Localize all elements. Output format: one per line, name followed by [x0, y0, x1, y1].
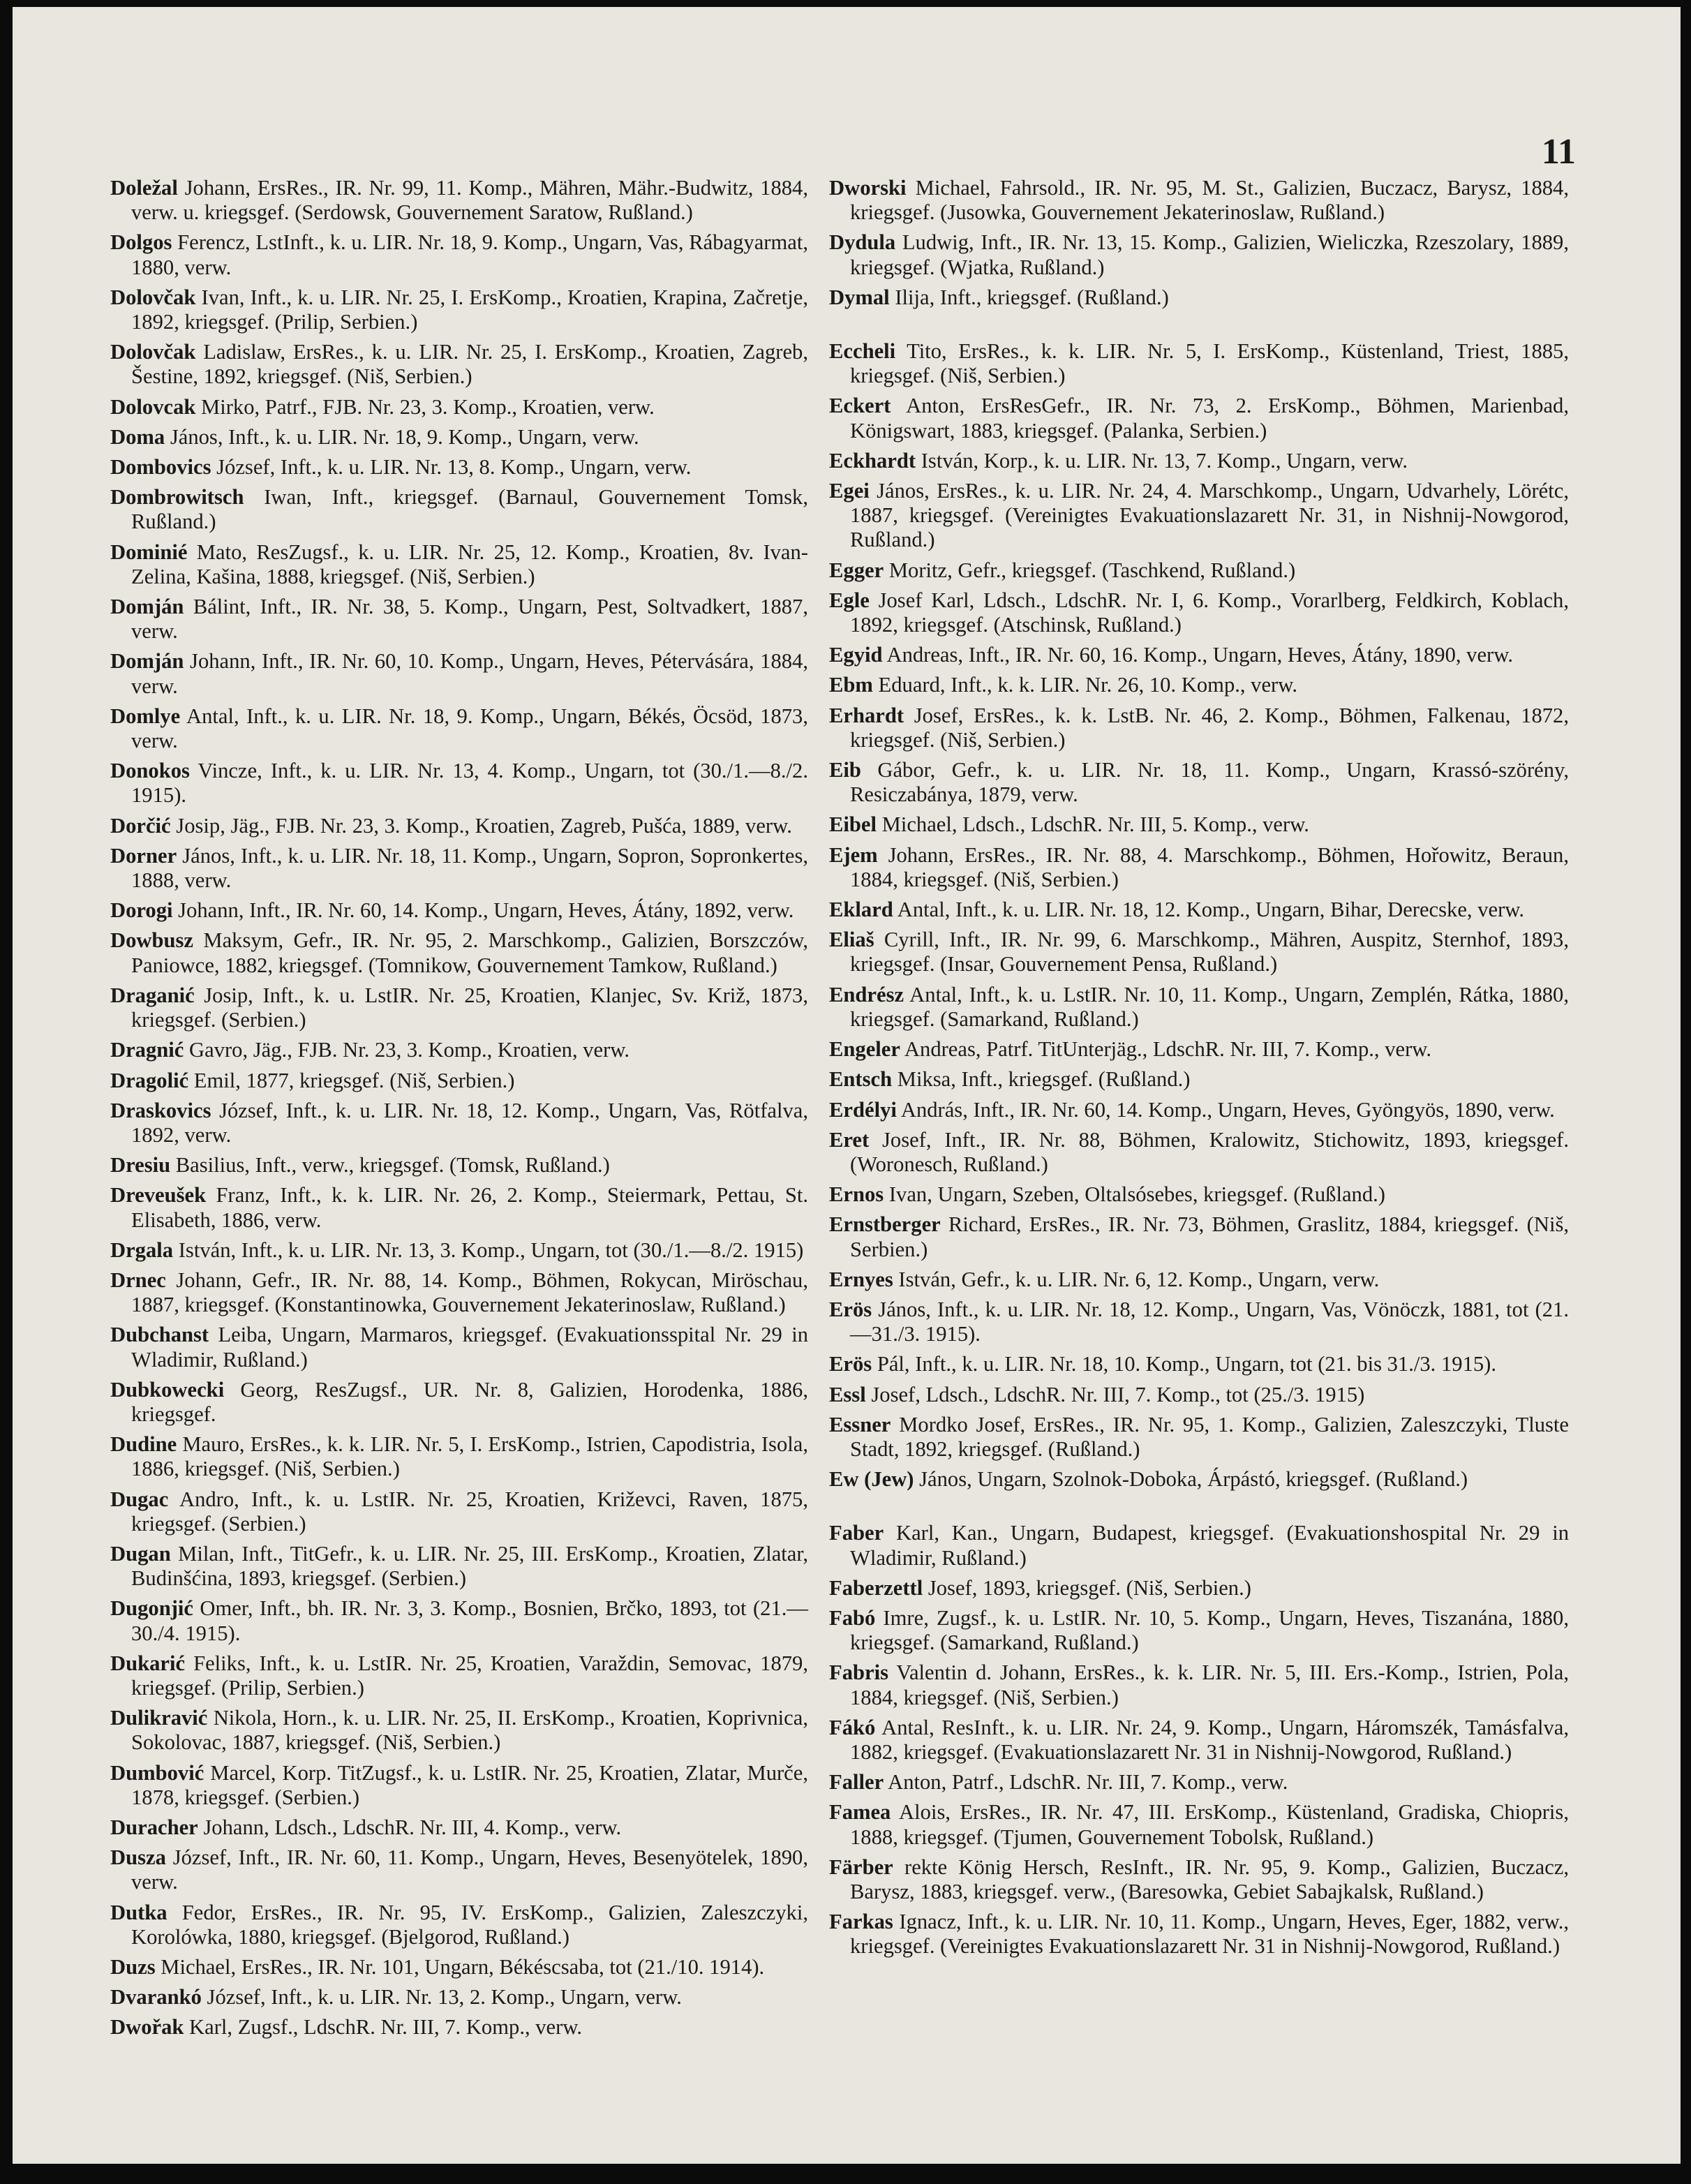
- register-entry: [829, 1467, 1569, 1492]
- register-entry: [829, 1716, 1569, 1765]
- entry-details: Josef, Inft., IR. Nr. 88, Böhmen, Kralowitz, Stichowitz, 1893, kriegsgef. (Woronesch, Rußland.): [850, 1127, 1569, 1176]
- entry-details: Josef, 1893, kriegsgef. (Niš, Serbien.): [923, 1575, 1251, 1600]
- entry-surname: Dymal: [829, 285, 890, 309]
- register-entry: [829, 1298, 1569, 1346]
- register-entry: [110, 1542, 808, 1591]
- entry-details: Eduard, Inft., k. k. LIR. Nr. 26, 10. Komp., verw.: [872, 673, 1298, 697]
- register-entry: [110, 1651, 808, 1700]
- register-entry: [110, 2015, 808, 2040]
- entry-details: Josef Karl, Ldsch., LdschR. Nr. I, 6. Komp., Vorarlberg, Feldkirch, Koblach, 1892, kriegsgef. (Atschinsk, Rußland.): [850, 588, 1569, 637]
- entry-details: Mordko Josef, ErsRes., IR. Nr. 95, 1. Komp., Galizien, Zaleszczyki, Tluste Stadt, 1892, kriegsgef. (Rußland.): [850, 1412, 1569, 1461]
- entry-details: Leiba, Ungarn, Marmaros, kriegsgef. (Evakuationsspital Nr. 29 in Wladimir, Rußland.): [131, 1323, 808, 1372]
- entry-details: János, ErsRes., k. u. LIR. Nr. 24, 4. Marschkomp., Ungarn, Udvarhely, Lörétc, 1887, kriegsgef. (Vereinigtes Evakuationslazarett Nr. 31, in Nishnij-Nowgorod, Rußland.): [850, 479, 1569, 552]
- entry-details: Valentin d. Johann, ErsRes., k. k. LIR. Nr. 5, III. Ers.-Komp., Istrien, Pola, 1884, kriegsgef. (Niš, Serbien.): [850, 1661, 1569, 1709]
- entry-details: Anton, ErsResGefr., IR. Nr. 73, 2. ErsKomp., Böhmen, Marienbad, Königswart, 1883, kriegsgef. (Palanka, Serbien.): [850, 394, 1569, 443]
- entry-details: Moritz, Gefr., kriegsgef. (Taschkend, Rußland.): [884, 558, 1296, 582]
- register-entry: [829, 1413, 1569, 1462]
- entry-surname: Dorčić: [110, 813, 171, 838]
- entry-surname: Doležal: [110, 176, 178, 200]
- entry-details: Imre, Zugsf., k. u. LstIR. Nr. 10, 5. Komp., Ungarn, Heves, Tiszanána, 1880, kriegsgef. (Samarkand, Rußland.): [850, 1605, 1569, 1655]
- register-entry: [110, 1038, 808, 1062]
- entry-surname: Dolgos: [110, 230, 172, 255]
- register-entry: [110, 340, 808, 389]
- entry-details: Ladislaw, ErsRes., k. u. LIR. Nr. 25, I. ErsKomp., Kroatien, Zagreb, Šestine, 1892, kriegsgef. (Niš, Serbien.): [131, 340, 808, 389]
- entry-surname: Dubkowecki: [110, 1377, 225, 1402]
- entry-surname: Fabó: [829, 1605, 876, 1630]
- entry-details: Franz, Inft., k. k. LIR. Nr. 26, 2. Komp., Steiermark, Pettau, St. Elisabeth, 1886, verw.: [131, 1183, 808, 1232]
- entry-surname: Eklard: [829, 898, 893, 922]
- entry-surname: Dreveušek: [110, 1183, 207, 1208]
- left-column: [110, 176, 808, 2046]
- entry-surname: Dragnić: [110, 1038, 184, 1062]
- register-entry: [829, 928, 1569, 976]
- entry-surname: Ejem: [829, 842, 878, 867]
- entry-details: Antal, Inft., k. u. LstIR. Nr. 10, 11. Komp., Ungarn, Zemplén, Rátka, 1880, kriegsgef. (Samarkand, Rußland.): [850, 982, 1569, 1031]
- entry-surname: Dugan: [110, 1541, 171, 1566]
- entry-surname: Eckert: [829, 394, 891, 418]
- register-entry: [829, 1383, 1569, 1407]
- register-entry: [829, 673, 1569, 697]
- register-entry: [829, 812, 1569, 837]
- entry-surname: Dominié: [110, 540, 188, 564]
- entry-surname: Draganić: [110, 983, 195, 1007]
- register-entry: [829, 898, 1569, 922]
- entry-details: Johann, ErsRes., IR. Nr. 88, 4. Marschkomp., Böhmen, Hořowitz, Beraun, 1884, kriegsgef. (Niš, Serbien.): [850, 842, 1569, 891]
- entry-details: Feliks, Inft., k. u. LstIR. Nr. 25, Kroatien, Varaždin, Semovac, 1879, kriegsgef. (Prilip, Serbien.): [131, 1651, 808, 1700]
- register-entry: [829, 1606, 1569, 1655]
- entry-details: Ludwig, Inft., IR. Nr. 13, 15. Komp., Galizien, Wieliczka, Rzeszolary, 1889, kriegsgef. (Wjatka, Rußland.): [850, 230, 1569, 279]
- entry-details: Johann, Inft., IR. Nr. 60, 10. Komp., Ungarn, Heves, Pétervására, 1884, verw.: [131, 649, 808, 698]
- entry-details: Iwan, Inft., kriegsgef. (Barnaul, Gouvernement Tomsk, Rußland.): [131, 485, 808, 534]
- entry-details: Cyrill, Inft., IR. Nr. 99, 6. Marschkomp., Mähren, Auspitz, Sternhof, 1893, kriegsgef. (Insar, Gouvernement Pensa, Rußland.): [850, 928, 1569, 976]
- entry-surname: Dugonjić: [110, 1596, 193, 1621]
- entry-surname: Domlye: [110, 704, 181, 728]
- entry-details: Johann, Ldsch., LdschR. Nr. III, 4. Komp., verw.: [198, 1815, 622, 1839]
- document-page: [13, 7, 1681, 2164]
- entry-details: Emil, 1877, kriegsgef. (Niš, Serbien.): [188, 1068, 515, 1092]
- entry-details: Gavro, Jäg., FJB. Nr. 23, 3. Komp., Kroatien, verw.: [184, 1038, 630, 1062]
- entry-surname: Dolovcak: [110, 394, 196, 419]
- entry-details: István, Gefr., k. u. LIR. Nr. 6, 12. Komp., Ungarn, verw.: [893, 1267, 1380, 1291]
- register-entry: [829, 449, 1569, 473]
- entry-surname: Erhardt: [829, 703, 904, 727]
- register-entry: [110, 704, 808, 753]
- entry-surname: Egei: [829, 479, 870, 503]
- entry-surname: Fákó: [829, 1715, 876, 1739]
- entry-surname: Dukarić: [110, 1651, 186, 1675]
- register-entry: [110, 649, 808, 698]
- register-entry: [110, 1901, 808, 1949]
- entry-details: Josip, Jäg., FJB. Nr. 23, 3. Komp., Kroatien, Zagreb, Pušća, 1889, verw.: [170, 813, 792, 838]
- entry-surname: Erös: [829, 1352, 872, 1376]
- entry-surname: Essner: [829, 1412, 891, 1436]
- entry-surname: Doma: [110, 424, 165, 449]
- entry-details: Josef, ErsRes., k. k. LstB. Nr. 46, 2. Komp., Böhmen, Falkenau, 1872, kriegsgef. (Niš, Serbien.): [850, 703, 1569, 752]
- register-entry: [829, 230, 1569, 279]
- entry-surname: Ew (Jew): [829, 1467, 914, 1492]
- entry-details: József, Inft., k. u. LIR. Nr. 13, 2. Komp., Ungarn, verw.: [201, 1985, 682, 2010]
- entry-surname: Dworski: [829, 176, 907, 200]
- entry-details: Mato, ResZugsf., k. u. LIR. Nr. 25, 12. Komp., Kroatien, 8v. Ivan-Zelina, Kašina, 1888, kriegsgef. (Niš, Serbien.): [131, 540, 808, 588]
- entry-surname: Dombrowitsch: [110, 485, 244, 510]
- register-entry: [110, 1706, 808, 1755]
- register-entry: [110, 230, 808, 279]
- entry-surname: Dydula: [829, 230, 896, 255]
- register-entry: [110, 176, 808, 225]
- entry-surname: Ernos: [829, 1182, 884, 1207]
- entry-details: István, Inft., k. u. LIR. Nr. 13, 3. Komp., Ungarn, tot (30./1.—8./2. 1915): [173, 1238, 804, 1262]
- entry-details: Antal, Inft., k. u. LIR. Nr. 18, 9. Komp., Ungarn, Békés, Öcsöd, 1873, verw.: [131, 704, 808, 753]
- entry-surname: Famea: [829, 1800, 891, 1825]
- register-entry: [110, 285, 808, 334]
- entry-details: Johann, Gefr., IR. Nr. 88, 14. Komp., Böhmen, Rokycan, Miröschau, 1887, kriegsgef. (Konstantinowka, Gouvernement Jekaterinoslaw, Rußland.): [131, 1268, 808, 1317]
- register-entry: [110, 485, 808, 534]
- register-entry: [110, 898, 808, 923]
- entry-details: Milan, Inft., TitGefr., k. u. LIR. Nr. 25, III. ErsKomp., Kroatien, Zlatar, Budinšćina, 1893, kriegsgef. (Serbien.): [131, 1541, 808, 1591]
- entry-surname: Eccheli: [829, 339, 896, 364]
- entry-surname: Duzs: [110, 1955, 156, 1979]
- entry-surname: Dragolić: [110, 1068, 189, 1092]
- entry-details: Alois, ErsRes., IR. Nr. 47, III. ErsKomp., Küstenland, Gradiska, Chiopris, 1888, kriegsgef. (Tjumen, Gouvernement Tobolsk, Rußland.): [850, 1800, 1569, 1849]
- entry-details: Anton, Patrf., LdschR. Nr. III, 7. Komp., verw.: [884, 1770, 1288, 1795]
- register-entry: [110, 1815, 808, 1840]
- register-entry: [110, 540, 808, 589]
- register-entry: [110, 1761, 808, 1810]
- register-entry: [829, 1182, 1569, 1207]
- entry-details: Antal, ResInft., k. u. LIR. Nr. 24, 9. Komp., Ungarn, Háromszék, Tamásfalva, 1882, kriegsgef. (Evakuationslazarett Nr. 31 in Nishnij-Nowgorod, Rußland.): [850, 1715, 1569, 1764]
- entry-details: rekte König Hersch, ResInft., IR. Nr. 95, 9. Komp., Galizien, Buczacz, Barysz, 1883, kriegsgef. verw., (Baresowka, Gebiet Sabajkalsk, Rußland.): [850, 1855, 1569, 1903]
- entry-details: Ferencz, LstInft., k. u. LIR. Nr. 18, 9. Komp., Ungarn, Vas, Rábagyarmat, 1880, verw.: [131, 230, 808, 279]
- register-entry: [110, 425, 808, 450]
- register-entry: [829, 339, 1569, 388]
- entry-details: István, Korp., k. u. LIR. Nr. 13, 7. Komp., Ungarn, verw.: [916, 448, 1408, 473]
- entry-surname: Ernyes: [829, 1267, 893, 1291]
- register-entry: [829, 558, 1569, 583]
- entry-details: Michael, Fahrsold., IR. Nr. 95, M. St., Galizien, Buczacz, Barysz, 1884, kriegsgef. (Jusowka, Gouvernement Jekaterinoslaw, Rußland.): [850, 176, 1569, 225]
- entry-details: Andro, Inft., k. u. LstIR. Nr. 25, Kroatien, Križevci, Raven, 1875, kriegsgef. (Serbien.): [131, 1487, 808, 1536]
- entry-details: Ilija, Inft., kriegsgef. (Rußland.): [889, 285, 1169, 309]
- entry-details: Georg, ResZugsf., UR. Nr. 8, Galizien, Horodenka, 1886, kriegsgef.: [131, 1377, 808, 1426]
- entry-details: Richard, ErsRes., IR. Nr. 73, Böhmen, Graslitz, 1884, kriegsgef. (Niš, Serbien.): [850, 1212, 1569, 1261]
- entry-surname: Dorogi: [110, 898, 173, 923]
- entry-details: Karl, Zugsf., LdschR. Nr. III, 7. Komp., verw.: [184, 2015, 583, 2040]
- register-entry: [110, 759, 808, 808]
- register-entry: [110, 1596, 808, 1645]
- entry-surname: Ernstberger: [829, 1212, 941, 1237]
- register-entry: [110, 1183, 808, 1232]
- entry-surname: Eret: [829, 1127, 870, 1152]
- entry-surname: Domján: [110, 649, 184, 674]
- entry-details: József, Inft., k. u. LIR. Nr. 13, 8. Komp., Ungarn, verw.: [211, 455, 692, 480]
- register-entry: [829, 1352, 1569, 1376]
- entry-details: Johann, Inft., IR. Nr. 60, 14. Komp., Ungarn, Heves, Átány, 1892, verw.: [172, 898, 794, 923]
- entry-surname: Erös: [829, 1297, 872, 1321]
- entry-surname: Domján: [110, 595, 184, 619]
- register-entry: [829, 983, 1569, 1032]
- entry-surname: Eckhardt: [829, 448, 916, 473]
- register-entry: [829, 1800, 1569, 1849]
- page-number: 11: [1541, 132, 1576, 172]
- register-entry: [829, 1661, 1569, 1709]
- register-entry: [110, 455, 808, 480]
- entry-surname: Dwořak: [110, 2015, 184, 2040]
- register-entry: [829, 1770, 1569, 1795]
- entry-details: Josef, Ldsch., LdschR. Nr. III, 7. Komp., tot (25./3. 1915): [865, 1382, 1365, 1406]
- entry-details: Fedor, ErsRes., IR. Nr. 95, IV. ErsKomp., Galizien, Zaleszczyki, Korolówka, 1880, kriegsgef. (Bjelgorod, Rußland.): [131, 1900, 808, 1949]
- entry-surname: Egle: [829, 588, 870, 612]
- register-entry: [110, 395, 808, 419]
- entry-details: József, Inft., IR. Nr. 60, 11. Komp., Ungarn, Heves, Besenyötelek, 1890, verw.: [131, 1845, 808, 1894]
- register-entry: [110, 1378, 808, 1427]
- entry-surname: Essl: [829, 1382, 866, 1406]
- register-entry: [829, 1576, 1569, 1600]
- entry-details: Nikola, Horn., k. u. LIR. Nr. 25, II. ErsKomp., Kroatien, Koprivnica, Sokolovac, 1887, kriegsgef. (Niš, Serbien.): [131, 1706, 808, 1755]
- register-entry: [829, 1212, 1569, 1261]
- entry-details: József, Inft., k. u. LIR. Nr. 18, 12. Komp., Ungarn, Vas, Rötfalva, 1892, verw.: [131, 1098, 808, 1147]
- register-entry: [110, 1238, 808, 1263]
- entry-surname: Dolovčak: [110, 285, 196, 309]
- entry-surname: Egger: [829, 558, 884, 582]
- register-entry: [110, 595, 808, 644]
- entry-surname: Erdélyi: [829, 1097, 897, 1122]
- entry-details: Andreas, Patrf. TitUnterjäg., LdschR. Nr. III, 7. Komp., verw.: [900, 1037, 1432, 1062]
- entry-surname: Endrész: [829, 982, 904, 1006]
- register-entry: [110, 1985, 808, 2010]
- entry-surname: Dulikravić: [110, 1706, 208, 1730]
- entry-surname: Dusza: [110, 1845, 166, 1870]
- register-entry: [829, 843, 1569, 892]
- register-entry: [829, 1855, 1569, 1904]
- register-entry: [829, 1521, 1569, 1570]
- entry-details: András, Inft., IR. Nr. 60, 14. Komp., Ungarn, Heves, Gyöngyös, 1890, verw.: [896, 1097, 1555, 1122]
- entry-surname: Eib: [829, 758, 861, 782]
- register-entry: [110, 1487, 808, 1536]
- entry-surname: Dudine: [110, 1432, 177, 1457]
- register-entry: [829, 758, 1569, 807]
- entry-surname: Ebm: [829, 673, 873, 697]
- entry-surname: Dolovčak: [110, 340, 196, 364]
- entry-details: Josip, Inft., k. u. LstIR. Nr. 25, Kroatien, Klanjec, Sv. Križ, 1873, kriegsgef. (Serbien.): [131, 983, 808, 1032]
- entry-details: Omer, Inft., bh. IR. Nr. 3, 3. Komp., Bosnien, Brčko, 1893, tot (21.—30./4. 1915).: [131, 1596, 808, 1645]
- entry-surname: Dorner: [110, 843, 177, 868]
- entry-details: János, Inft., k. u. LIR. Nr. 18, 12. Komp., Ungarn, Vas, Vönöczk, 1881, tot (21.—31./3. 1915).: [850, 1297, 1569, 1346]
- register-entry: [829, 643, 1569, 667]
- register-entry: [829, 1268, 1569, 1292]
- register-entry: [110, 983, 808, 1032]
- register-entry: [829, 479, 1569, 553]
- entry-surname: Dowbusz: [110, 928, 193, 953]
- entry-surname: Faberzettl: [829, 1575, 923, 1600]
- register-entry: [829, 1128, 1569, 1177]
- entry-surname: Dubchanst: [110, 1323, 209, 1347]
- entry-details: Bálint, Inft., IR. Nr. 38, 5. Komp., Ungarn, Pest, Soltvadkert, 1887, verw.: [131, 595, 808, 644]
- entry-details: Marcel, Korp. TitZugsf., k. u. LstIR. Nr. 25, Kroatien, Zlatar, Murče, 1878, kriegsgef. (Serbien.): [131, 1760, 808, 1809]
- register-entry: [829, 1098, 1569, 1122]
- entry-details: Karl, Kan., Ungarn, Budapest, kriegsgef. (Evakuationshospital Nr. 29 in Wladimir, Rußland.): [850, 1521, 1569, 1570]
- register-entry: [110, 1432, 808, 1481]
- entry-details: Pál, Inft., k. u. LIR. Nr. 18, 10. Komp., Ungarn, tot (21. bis 31./3. 1915).: [872, 1352, 1496, 1376]
- entry-surname: Eibel: [829, 812, 877, 837]
- register-entry: [829, 394, 1569, 443]
- entry-surname: Egyid: [829, 643, 883, 667]
- register-entry: [110, 928, 808, 977]
- entry-details: Johann, ErsRes., IR. Nr. 99, 11. Komp., Mähren, Mähr.-Budwitz, 1884, verw. u. kriegsgef. (Serdowsk, Gouvernement Saratow, Rußland.): [131, 176, 808, 225]
- register-entry: [829, 285, 1569, 310]
- entry-details: Ivan, Ungarn, Szeben, Oltalsósebes, kriegsgef. (Rußland.): [884, 1182, 1385, 1207]
- register-entry: [110, 1268, 808, 1317]
- entry-surname: Draskovics: [110, 1098, 211, 1122]
- register-entry: [110, 1153, 808, 1178]
- entry-surname: Drgala: [110, 1238, 174, 1262]
- entry-details: Maksym, Gefr., IR. Nr. 95, 2. Marschkomp., Galizien, Borszczów, Paniowce, 1882, kriegsgef. (Tomnikow, Gouvernement Tamkow, Rußland.): [131, 928, 808, 977]
- entry-surname: Dutka: [110, 1900, 167, 1924]
- entry-details: Vincze, Inft., k. u. LIR. Nr. 13, 4. Komp., Ungarn, tot (30./1.—8./2. 1915).: [131, 759, 808, 808]
- entry-surname: Eliaš: [829, 928, 874, 952]
- entry-details: Basilius, Inft., verw., kriegsgef. (Tomsk, Rußland.): [170, 1153, 610, 1178]
- right-column: [829, 176, 1569, 1965]
- register-entry: [110, 814, 808, 838]
- entry-details: Mauro, ErsRes., k. k. LIR. Nr. 5, I. ErsKomp., Istrien, Capodistria, Isola, 1886, kriegsgef. (Niš, Serbien.): [131, 1432, 808, 1481]
- register-entry: [110, 1845, 808, 1894]
- entry-surname: Farkas: [829, 1910, 893, 1934]
- entry-details: János, Inft., k. u. LIR. Nr. 18, 11. Komp., Ungarn, Sopron, Sopronkertes, 1888, verw.: [131, 843, 808, 893]
- entry-surname: Faber: [829, 1521, 884, 1545]
- entry-details: Ignacz, Inft., k. u. LIR. Nr. 10, 11. Komp., Ungarn, Heves, Eger, 1882, verw., kriegsgef. (Vereinigtes Evakuationslazarett Nr. 31 in Nishnij-Nowgorod, Rußland.): [850, 1910, 1569, 1959]
- entry-surname: Dombovics: [110, 455, 211, 480]
- entry-details: Miksa, Inft., kriegsgef. (Rußland.): [892, 1067, 1191, 1092]
- register-entry: [829, 176, 1569, 225]
- register-entry: [110, 1955, 808, 1979]
- register-entry: [110, 1099, 808, 1147]
- entry-surname: Dvarankó: [110, 1985, 202, 2010]
- entry-details: János, Inft., k. u. LIR. Nr. 18, 9. Komp., Ungarn, verw.: [165, 424, 639, 449]
- entry-surname: Faller: [829, 1770, 884, 1795]
- entry-surname: Dresiu: [110, 1153, 171, 1178]
- entry-surname: Duracher: [110, 1815, 198, 1839]
- entry-details: János, Ungarn, Szolnok-Doboka, Árpástó, kriegsgef. (Rußland.): [914, 1467, 1468, 1492]
- register-entry: [110, 1323, 808, 1372]
- entry-surname: Färber: [829, 1855, 893, 1879]
- register-entry: [110, 844, 808, 893]
- entry-surname: Entsch: [829, 1067, 893, 1092]
- entry-details: Antal, Inft., k. u. LIR. Nr. 18, 12. Komp., Ungarn, Bihar, Derecske, verw.: [893, 898, 1525, 922]
- entry-details: Michael, Ldsch., LdschR. Nr. III, 5. Komp., verw.: [877, 812, 1309, 837]
- register-entry: [829, 1037, 1569, 1062]
- entry-surname: Dugac: [110, 1487, 169, 1511]
- entry-details: Michael, ErsRes., IR. Nr. 101, Ungarn, Békéscsaba, tot (21./10. 1914).: [155, 1955, 765, 1979]
- register-entry: [110, 1069, 808, 1093]
- register-entry: [829, 704, 1569, 752]
- entry-surname: Engeler: [829, 1037, 900, 1062]
- entry-surname: Dumbović: [110, 1760, 204, 1785]
- register-entry: [829, 1910, 1569, 1959]
- entry-surname: Fabris: [829, 1661, 888, 1685]
- entry-details: Mirko, Patrf., FJB. Nr. 23, 3. Komp., Kroatien, verw.: [195, 394, 655, 419]
- register-entry: [829, 1067, 1569, 1092]
- entry-details: Gábor, Gefr., k. u. LIR. Nr. 18, 11. Komp., Ungarn, Krassó-szörény, Resiczabánya, 1879, verw.: [850, 758, 1569, 807]
- register-entry: [829, 588, 1569, 637]
- entry-surname: Drnec: [110, 1268, 166, 1292]
- entry-details: Tito, ErsRes., k. k. LIR. Nr. 5, I. ErsKomp., Küstenland, Triest, 1885, kriegsgef. (Niš, Serbien.): [850, 339, 1569, 388]
- entry-details: Andreas, Inft., IR. Nr. 60, 16. Komp., Ungarn, Heves, Átány, 1890, verw.: [882, 643, 1514, 667]
- entry-details: Ivan, Inft., k. u. LIR. Nr. 25, I. ErsKomp., Kroatien, Krapina, Začretje, 1892, kriegsgef. (Prilip, Serbien.): [131, 285, 808, 334]
- entry-surname: Donokos: [110, 759, 190, 783]
